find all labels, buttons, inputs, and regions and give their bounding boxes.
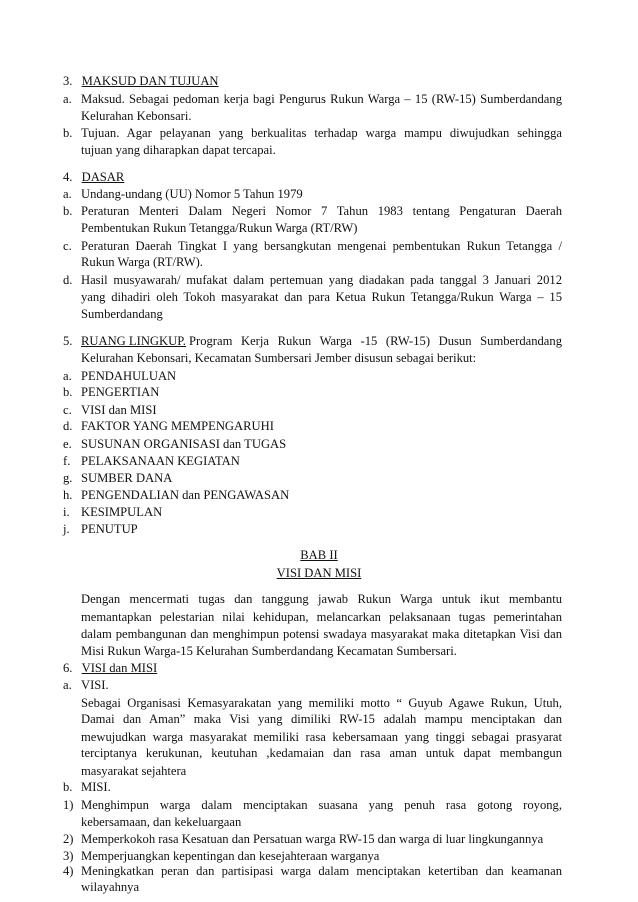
section-4-item-d-cont2: Sumberdandang <box>81 307 163 322</box>
item-text: VISI dan MISI <box>81 402 157 417</box>
item-marker: a. <box>63 187 72 202</box>
item-marker: b. <box>63 385 73 400</box>
item-text: Hasil musyawarah/ mufakat dalam pertemuan yang diadakan pada tanggal 3 Januari 2012 <box>81 273 562 288</box>
paragraph-line: mewujudkan warga masyarakat memiliki rasa kebersamaan yang tinggi sebagai prasyarat <box>81 729 562 744</box>
misi-item-cont: kebersamaan, dan kekeluargaan <box>81 814 242 829</box>
item-text: PENGERTIAN <box>81 385 160 400</box>
section-number: 3. <box>63 74 73 88</box>
section-number: 6. <box>63 661 73 676</box>
item-marker: b. <box>63 125 73 140</box>
item-marker: a. <box>63 91 72 106</box>
paragraph-line: terciptanya kerukunan, keutuhan ,kedamaian dan rasa aman untuk dapat membangun <box>81 746 562 761</box>
paragraph-line: memantapkan pelestarian nilai kehidupan, melancarkan pelaksanaan tugas pemerintahan <box>81 609 562 624</box>
item-marker: e. <box>63 436 72 451</box>
chapter-subheading <box>0 566 638 581</box>
paragraph-line: Damai dan Aman” maka Visi yang dimiliki RW-15 adalah mampu menciptakan dan <box>81 712 562 727</box>
item-text: Tujuan. Agar pelayanan yang berkualitas terhadap warga mampu diwujudkan sehingga <box>81 125 562 140</box>
section-4-item-b-cont: Pembentukan Rukun Tetangga/Rukun Warga (RT/RW) <box>81 221 358 236</box>
item-marker: h. <box>63 487 73 502</box>
item-text: SUMBER DANA <box>81 471 173 486</box>
item-text: Meningkatkan peran dan partisipasi warga dalam menciptakan ketertiban dan keamanan <box>81 864 562 879</box>
item-marker: 3) <box>63 848 74 863</box>
item-text: SUSUNAN ORGANISASI dan TUGAS <box>81 436 287 451</box>
item-marker: b. <box>63 780 73 795</box>
visi-paragraph: masyarakat sejahtera <box>81 763 187 778</box>
section-title: RUANG LINGKUP. <box>81 333 186 348</box>
item-marker: d. <box>63 273 73 288</box>
item-label: MISI. <box>81 780 111 795</box>
section-4-item-c-cont: Rukun Warga (RT/RW). <box>81 255 203 270</box>
chapter-heading <box>0 548 638 563</box>
section-title: DASAR <box>81 169 125 184</box>
item-text: KESIMPULAN <box>81 505 163 520</box>
item-marker: c. <box>63 402 72 417</box>
item-text: Undang-undang (UU) Nomor 5 Tahun 1979 <box>81 187 303 202</box>
item-text: Maksud. Sebagai pedoman kerja bagi Pengurus Rukun Warga – 15 (RW-15) Sumberdandang <box>81 91 562 106</box>
section-3-item-a-cont: Kelurahan Kebonsari. <box>81 109 192 124</box>
item-text: PENDAHULUAN <box>81 368 177 383</box>
item-marker: i. <box>63 505 70 520</box>
item-marker: a. <box>63 368 72 383</box>
item-marker: a. <box>63 678 72 692</box>
item-marker: d. <box>63 419 73 434</box>
item-text: PENUTUP <box>81 521 138 536</box>
item-text: Memperkokoh rasa Kesatuan dan Persatuan warga RW-15 dan warga di luar lingkungannya <box>81 832 544 847</box>
item-marker: f. <box>63 453 71 468</box>
section-number: 5. <box>63 333 73 348</box>
item-label: VISI. <box>81 678 109 692</box>
chapter-title: VISI DAN MISI <box>276 565 362 580</box>
section-intro: Program Kerja Rukun Warga -15 (RW-15) Dusun Sumberdandang <box>189 333 562 348</box>
section-5-intro-cont: Kelurahan Kebonsari, Kecamatan Sumbersari Jember disusun sebagai berikut: <box>81 351 477 366</box>
item-text: PENGENDALIAN dan PENGAWASAN <box>81 487 290 502</box>
paragraph-line: Sebagai Organisasi Kemasyarakatan yang memiliki motto “ Guyub Agawe Rukun, Utuh, <box>81 695 562 710</box>
section-number: 4. <box>63 169 73 184</box>
item-text: FAKTOR YANG MEMPENGARUHI <box>81 419 274 434</box>
item-text: Memperjuangkan kepentingan dan kesejahteraan warganya <box>81 848 380 863</box>
item-marker: 4) <box>63 864 74 879</box>
item-marker: 1) <box>63 798 74 813</box>
item-marker: 2) <box>63 832 74 847</box>
item-marker: g. <box>63 471 73 486</box>
paragraph-line: dalam pembangunan dan menghimpun potensi swadaya masyarakat maka ditetapkan Visi dan <box>81 627 562 642</box>
item-marker: j. <box>63 521 70 536</box>
section-title: VISI dan MISI <box>81 661 158 676</box>
section-4-heading <box>63 170 124 185</box>
section-3-item-b-cont: tujuan yang diharapkan dapat tercapai. <box>81 143 276 158</box>
section-3-heading <box>63 74 219 89</box>
item-marker: c. <box>63 238 72 253</box>
section-6-heading <box>63 661 157 676</box>
intro-paragraph: Misi Rukun Warga-15 Kelurahan Sumberdandang Kecamatan Sumbersari. <box>81 643 457 658</box>
item-text: Peraturan Daerah Tingkat I yang bersangkutan mengenai pembentukan Rukun Tetangga / <box>81 238 562 253</box>
item-text: Peraturan Menteri Dalam Negeri Nomor 7 Tahun 1983 tentang Pengaturan Daerah <box>81 203 562 218</box>
misi-item-cont: wilayahnya <box>81 880 140 894</box>
item-text: Menghimpun warga dalam menciptakan suasana yang penuh rasa gotong royong, <box>81 798 562 813</box>
item-text: PELAKSANAAN KEGIATAN <box>81 453 240 468</box>
chapter-number: BAB II <box>300 548 338 563</box>
paragraph-line: Dengan mencermati tugas dan tanggung jawab Rukun Warga untuk ikut membantu <box>81 592 562 607</box>
item-text: yang dihadiri oleh Tokoh masyarakat dan para Ketua Rukun Tetangga/Rukun Warga – 15 <box>81 289 562 304</box>
section-title: MAKSUD DAN TUJUAN <box>81 74 219 88</box>
item-marker: b. <box>63 203 73 218</box>
